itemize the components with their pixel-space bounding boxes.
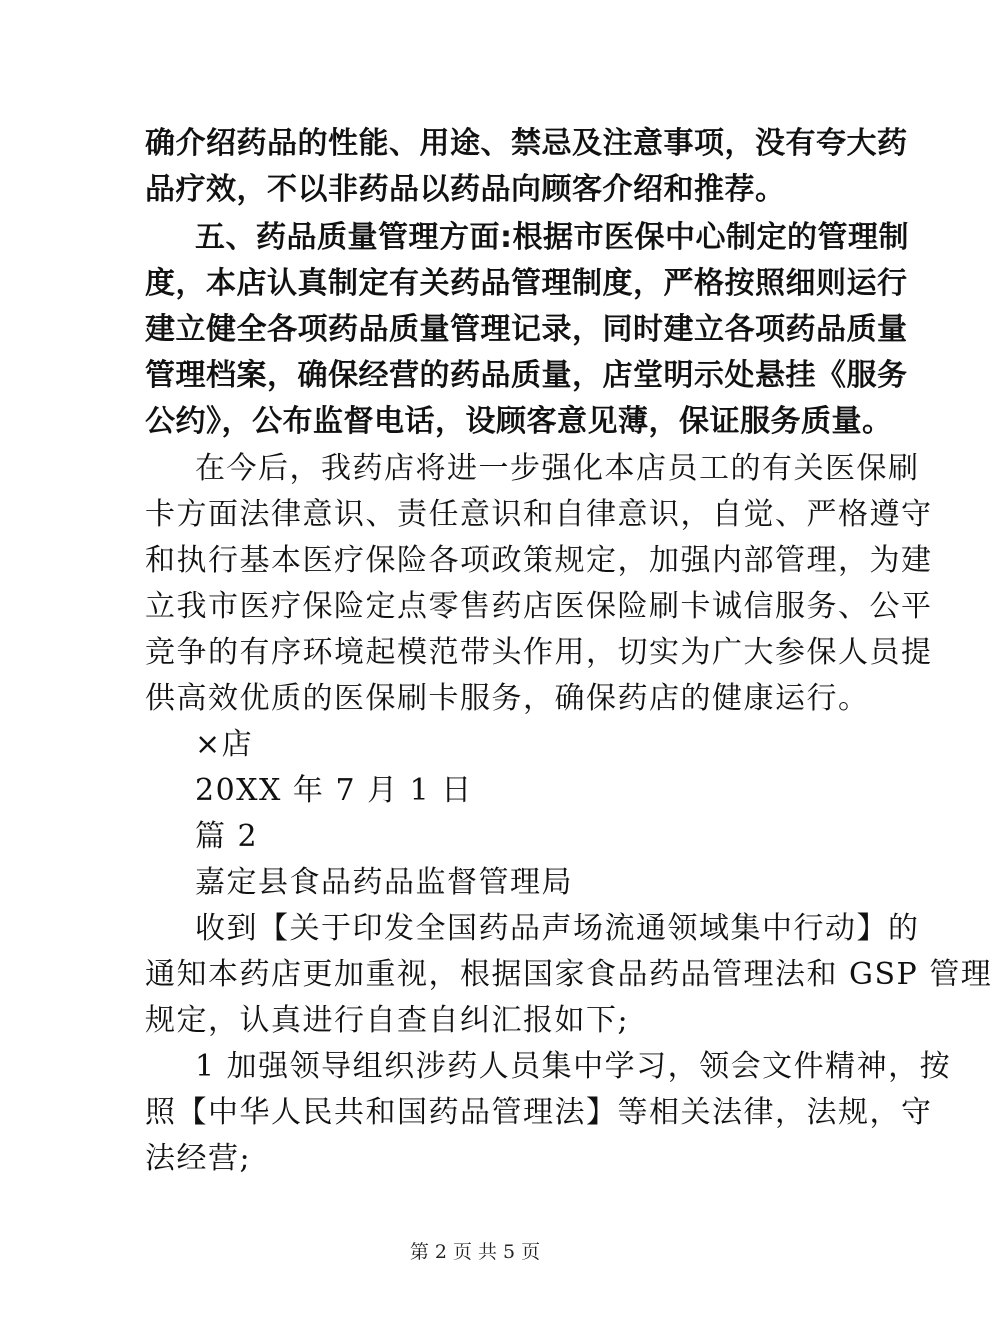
paragraph-line: 通知本药店更加重视，根据国家食品药品管理法和 GSP 管理 (145, 957, 992, 992)
paragraph-line: 竞争的有序环境起模范带头作用，切实为广大参保人员提 (145, 635, 933, 670)
paragraph-line: 管理档案，确保经营的药品质量，店堂明示处悬挂《服务 (145, 358, 908, 393)
paragraph-line: 公约》，公布监督电话，设顾客意见薄，保证服务质量。 (145, 404, 893, 439)
paragraph-line: 供高效优质的医保刷卡服务，确保药店的健康运行。 (145, 681, 870, 716)
date: 20XX 年 7 月 1 日 (195, 773, 473, 808)
paragraph-line: 建立健全各项药品质量管理记录，同时建立各项药品质量 (145, 312, 908, 347)
paragraph-line: 在今后，我药店将进一步强化本店员工的有关医保刷 (195, 451, 920, 486)
paragraph-line: 卡方面法律意识、责任意识和自律意识，自觉、严格遵守 (145, 497, 933, 532)
paragraph-line: 度，本店认真制定有关药品管理制度，严格按照细则运行 (145, 266, 908, 301)
paragraph-line: 品疗效，不以非药品以药品向顾客介绍和推荐。 (145, 172, 786, 207)
recipient: 嘉定县食品药品监督管理局 (195, 865, 573, 900)
paragraph-line: 确介绍药品的性能、用途、禁忌及注意事项，没有夸大药 (145, 126, 908, 161)
paragraph-line: 1 加强领导组织涉药人员集中学习，领会文件精神，按 (195, 1049, 952, 1084)
signature: ×店 (195, 727, 254, 762)
paragraph-line: 五、药品质量管理方面:根据市医保中心制定的管理制 (195, 220, 909, 255)
paragraph-line: 收到【关于印发全国药品声场流通领域集中行动】的 (195, 911, 920, 946)
paragraph-line: 规定，认真进行自查自纠汇报如下; (145, 1003, 630, 1038)
section-heading: 篇 2 (195, 819, 259, 854)
paragraph-line: 立我市医疗保险定点零售药店医保险刷卡诚信服务、公平 (145, 589, 933, 624)
paragraph-line: 照【中华人民共和国药品管理法】等相关法律，法规，守 (145, 1095, 933, 1130)
page-number: 第 2 页 共 5 页 (409, 1241, 541, 1263)
paragraph-line: 法经营; (145, 1141, 252, 1176)
paragraph-line: 和执行基本医疗保险各项政策规定，加强内部管理，为建 (145, 543, 933, 578)
